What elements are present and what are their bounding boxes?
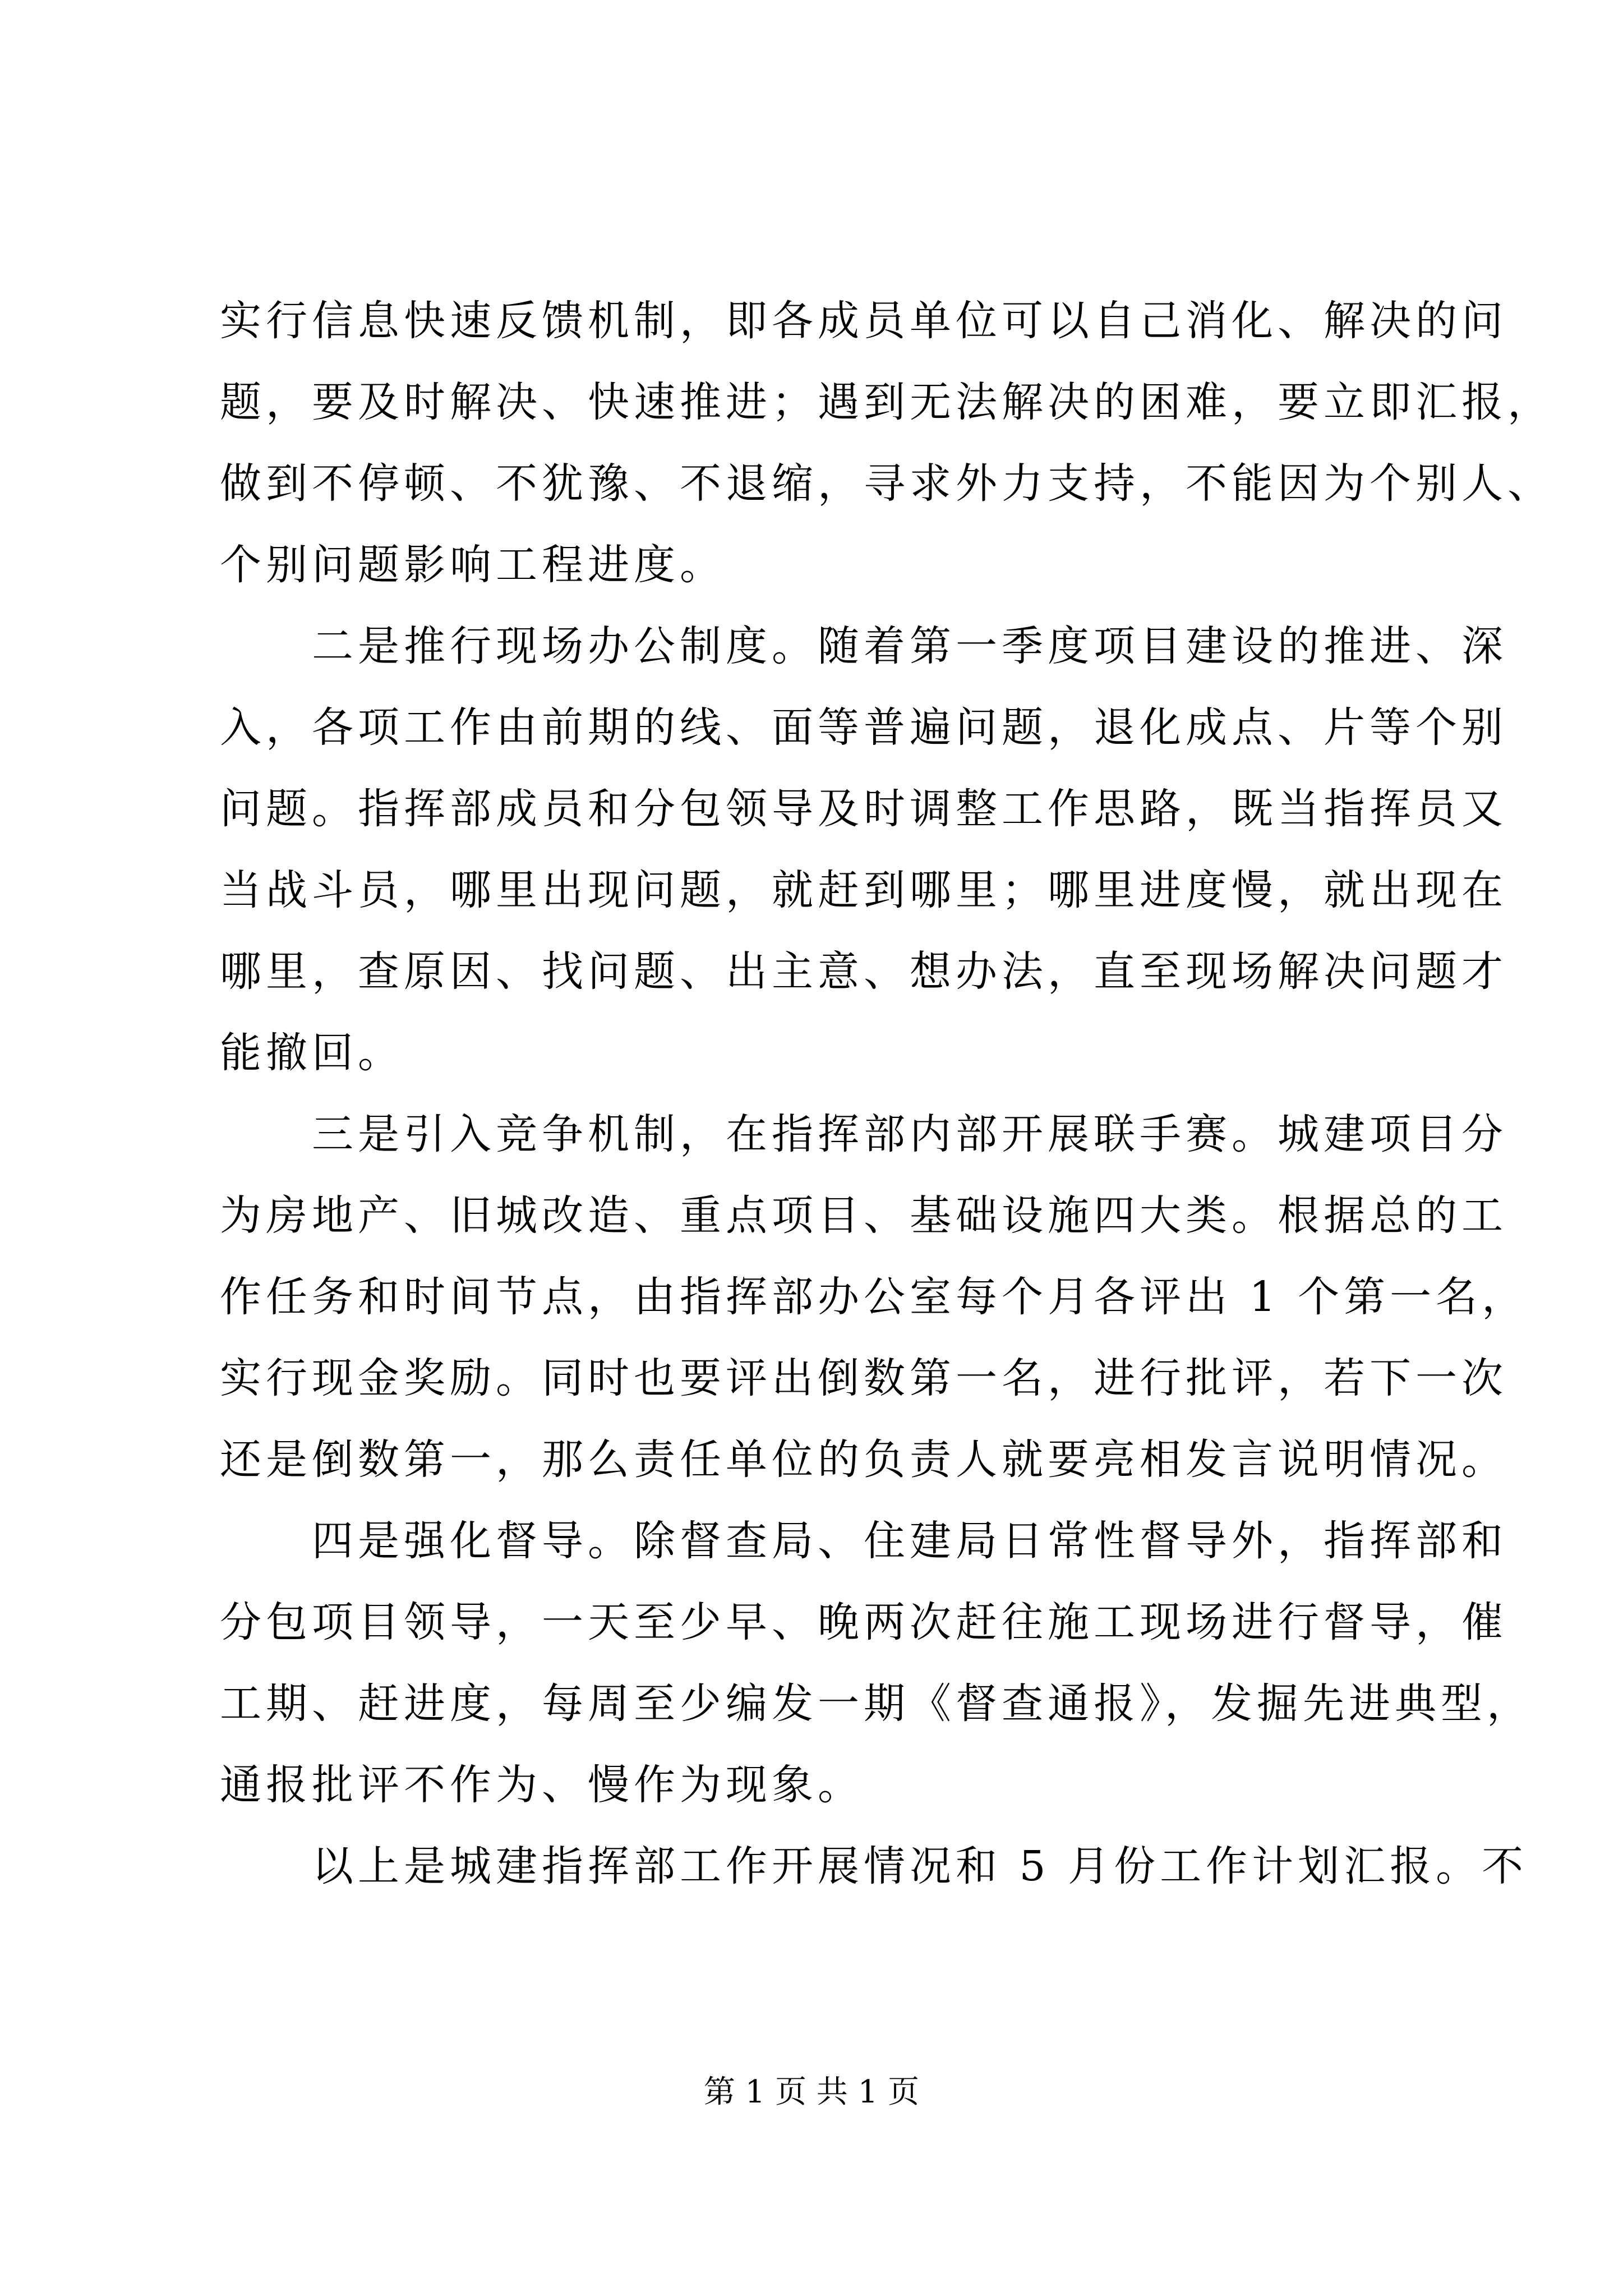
document-body bbox=[220, 280, 1553, 1907]
text-line: 入，各项工作由前期的线、面等普遍问题，退化成点、片等个别 bbox=[220, 703, 1507, 752]
text-line: 当战斗员，哪里出现问题，就赶到哪里；哪里进度慢，就出现在 bbox=[220, 866, 1507, 914]
text-line: 实行信息快速反馈机制，即各成员单位可以自己消化、解决的问 bbox=[220, 297, 1507, 345]
text-line: 四是强化督导。除督查局、住建局日常性督导外，指挥部和 bbox=[220, 1517, 1507, 1565]
text-line: 三是引入竞争机制，在指挥部内部开展联手赛。城建项目分 bbox=[220, 1110, 1507, 1158]
text-line: 以上是城建指挥部工作开展情况和 5 月份工作计划汇报。不 bbox=[220, 1842, 1528, 1890]
text-line: 哪里，查原因、找问题、出主意、想办法，直至现场解决问题才 bbox=[220, 947, 1507, 996]
text-line: 二是推行现场办公制度。随着第一季度项目建设的推进、深 bbox=[220, 622, 1507, 670]
text-line: 做到不停顿、不犹豫、不退缩，寻求外力支持，不能因为个别人、 bbox=[220, 459, 1553, 508]
text-line: 工期、赶进度，每周至少编发一期《督查通报》，发掘先进典型， bbox=[220, 1680, 1533, 1728]
text-line: 题，要及时解决、快速推进；遇到无法解决的困难，要立即汇报， bbox=[220, 378, 1553, 426]
text-line: 通报批评不作为、慢作为现象。 bbox=[220, 1761, 864, 1809]
text-line: 个别问题影响工程进度。 bbox=[220, 541, 726, 589]
text-line: 能撤回。 bbox=[220, 1029, 404, 1077]
text-line: 还是倒数第一，那么责任单位的负责人就要亮相发言说明情况。 bbox=[220, 1435, 1507, 1484]
text-line: 为房地产、旧城改造、重点项目、基础设施四大类。根据总的工 bbox=[220, 1191, 1507, 1240]
text-line: 问题。指挥部成员和分包领导及时调整工作思路，既当指挥员又 bbox=[220, 785, 1507, 833]
text-line: 分包项目领导，一天至少早、晚两次赶往施工现场进行督导，催 bbox=[220, 1598, 1507, 1646]
text-line: 作任务和时间节点，由指挥部办公室每个月各评出 1 个第一名， bbox=[220, 1273, 1528, 1321]
text-line: 实行现金奖励。同时也要评出倒数第一名，进行批评，若下一次 bbox=[220, 1354, 1507, 1402]
page-footer: 第 1 页 共 1 页 bbox=[703, 2074, 920, 2110]
